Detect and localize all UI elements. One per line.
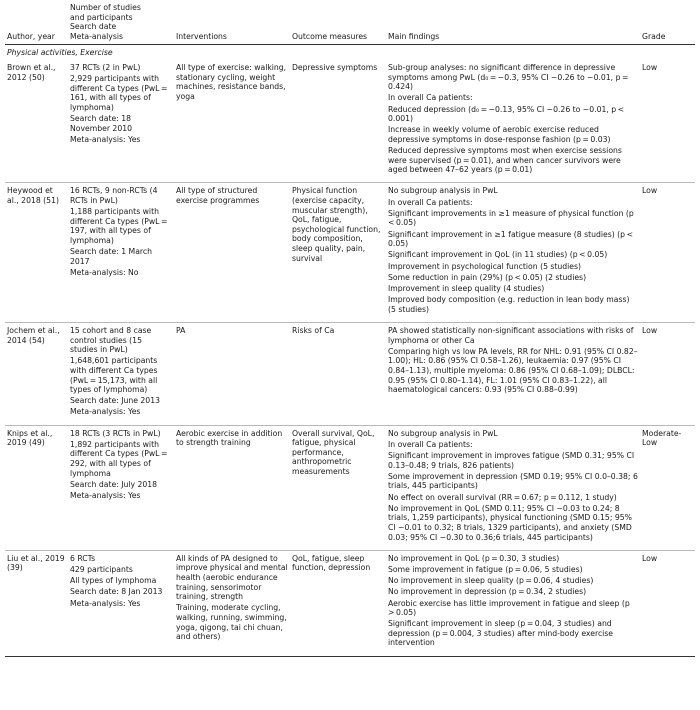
header-author: Author, year [7,31,55,41]
finding-item: Some improvement in depression (SMD 0.19; 95% CI 0.0–0.38; 6 trials, 445 participants) [388,471,638,491]
interventions-cell [174,183,290,322]
studies-line: Search date: 8 Jan 2013 [70,587,163,597]
interventions-cell [174,60,290,183]
studies-cell [68,322,174,425]
studies-line: Meta-analysis: Yes [70,407,141,417]
interventions-cell [174,425,290,550]
finding-item: Reduced depressive symptoms most when exercise sessions were supervised (p = 0.01), and when cancer survivors were aged between 47–62 years (p = 0.01) [388,146,622,175]
header-studies-line: and participants [70,12,133,22]
studies-cell [68,60,174,183]
outcomes-cell: QoL, fatigue, sleep function, depression [292,553,371,573]
studies-line: 18 RCTs (3 RCTs in PwL) [70,428,161,438]
table-row [5,183,695,322]
header-studies-line: Meta-analysis [70,31,123,41]
section-row [5,45,695,60]
studies-line: All types of lymphoma [70,576,157,586]
grade-cell: Low [642,186,658,196]
section-title: Physical activities, Exercise [7,48,113,58]
studies-line: 2,929 participants with different Ca types (PwL = 161, with all types of lymphoma) [70,74,169,112]
author-cell: Jochem et al., 2014 (54) [7,325,60,345]
studies-cell [68,425,174,550]
finding-item: No improvement in QoL (p = 0.30, 3 studies) [388,553,560,563]
table-row [5,322,695,425]
finding-item: Significant improvement in ≥1 fatigue measure (8 studies) (p < 0.05) [388,229,635,249]
finding-item: Sub-group analyses: no significant difference in depressive symptoms among PwL (d₀ = −0.3, 95% CI −0.26 to −0.01, p = 0.424) [388,62,630,92]
studies-line: 6 RCTs [70,553,96,563]
author-cell: Brown et al., 2012 (50) [7,62,56,82]
header-studies [68,3,174,45]
grade-cell: Low [642,553,658,563]
outcomes-cell: Depressive symptoms [292,62,378,72]
studies-line: Search date: June 2013 [70,396,160,406]
findings-cell [386,322,640,425]
finding-item: Increase in weekly volume of aerobic exercise reduced depressive symptoms in dose-response fashion (p = 0.03) [388,125,611,144]
finding-item: Significant improvements in ≥1 measure of physical function (p < 0.05) [388,208,636,228]
finding-item: No subgroup analysis in PwL [388,186,498,196]
findings-cell [386,425,640,550]
studies-line: Meta-analysis: Yes [70,598,141,608]
interventions-cell [174,550,290,656]
finding-item: Improvement in sleep quality (4 studies) [388,283,545,293]
finding-item: Some improvement in fatigue (p = 0.06, 5 studies) [388,564,583,574]
evidence-summary-table [5,3,695,657]
finding-item: No effect on overall survival (RR = 0.67; p = 0.112, 1 study) [388,492,617,502]
finding-item: PA showed statistically non-significant associations with risks of lymphoma or other Ca [388,325,634,345]
grade-cell: Low [642,325,658,335]
finding-item: Significant improvement in QoL (in 11 studies) (p < 0.05) [388,250,608,260]
finding-item: In overall Ca patients: [388,93,473,103]
finding-item: In overall Ca patients: [388,439,473,449]
grade-cell: Low [642,62,658,72]
finding-item: No improvement in depression (p = 0.34, 2 studies) [388,587,587,597]
finding-item: Significant improvement in sleep (p = 0.04, 3 studies) and depression (p = 0.004, 3 studies) after mind-body exercise intervention [388,619,614,648]
table-header-row [5,3,695,45]
header-studies-line: Number of studies [70,3,141,12]
header-outcomes: Outcome measures [292,31,368,41]
table-body [5,45,695,656]
header-interventions: Interventions [176,31,227,41]
studies-line: Search date: 1 March 2017 [70,247,152,266]
header-grade: Grade [642,31,666,41]
outcomes-cell: Risks of Ca [292,325,335,335]
finding-item: Reduced depression (d₀ = −0.13, 95% CI −0.26 to −0.01, p < 0.001) [388,104,626,124]
studies-line: Search date: July 2018 [70,479,158,489]
studies-line: Search date: 18 November 2010 [70,114,132,133]
interventions-line: All kinds of PA designed to improve physical and mental health (aerobic endurance training, sensorimotor training, strength [176,553,288,602]
table-row [5,550,695,656]
outcomes-cell: Overall survival, QoL, fatigue, physical performance, anthropometric measurements [292,428,375,477]
finding-item: Improvement in psychological function (5 studies) [388,261,582,271]
findings-cell [386,60,640,183]
interventions-line: Aerobic exercise in addition to strength training [176,428,283,448]
studies-line: Meta-analysis: No [70,268,139,277]
grade-cell: Moderate-Low [642,428,682,448]
studies-line: Meta-analysis: Yes [70,491,141,500]
finding-item: No improvement in QoL (SMD 0.11; 95% CI −0.03 to 0.24; 8 trials, 1,259 participants), physical functioning (SMD 0.15; 95% CI −0.01 to 0.32; 8 trials, 1329 participants), and anxiety (SMD 0.03; 95% CI −0.30 to 0.36;6 trials, 445 participants) [388,503,632,542]
studies-line: Meta-analysis: Yes [70,134,141,144]
studies-line: 15 cohort and 8 case control studies (15 studies in PwL) [70,325,152,355]
findings-cell [386,183,640,322]
table-row [5,60,695,183]
studies-line: 1,892 participants with different Ca types (PwL = 292, with all types of lymphoma [70,439,169,478]
author-cell: Knips et al., 2019 (49) [7,428,53,448]
finding-item: Aerobic exercise has little improvement in fatigue and sleep (p > 0.05) [388,598,632,618]
interventions-cell [174,322,290,425]
studies-line: 429 participants [70,564,133,574]
studies-cell [68,183,174,322]
findings-cell [386,550,640,656]
studies-line: 16 RCTs, 9 non-RCTs (4 RCTs in PwL) [70,186,158,206]
finding-item: Improved body composition (e.g. reduction in lean body mass) (5 studies) [388,295,630,314]
interventions-line: PA [176,325,186,335]
finding-item: Significant improvement in improves fatigue (SMD 0.31; 95% CI 0.13–0.48; 9 trials, 826 patients) [388,451,635,470]
finding-item: No improvement in sleep quality (p = 0.06, 4 studies) [388,576,594,586]
author-cell: Heywood et al., 2018 (51) [7,186,59,206]
interventions-line: All type of structured exercise programmes [176,186,260,206]
finding-item: No subgroup analysis in PwL [388,428,498,438]
finding-item: Comparing high vs low PA levels, RR for NHL: 0.91 (95% CI 0.82–1.00); HL: 0.86 (95% CI 0.58–1.26), leukaemia: 0.97 (95% CI 0.84–1.13), multiple myeloma: 0.86 (95% CI 0.68–1.09); DLBCL: 0.95 (95% CI 0.80–1.14), FL: 1.01 (95% CI 0.83–1.22), all haematological cancers: 0.93 (95% CI 0.88–0.99) [388,346,638,395]
finding-item: Some reduction in pain (29%) (p < 0.05) (2 studies) [388,272,587,282]
finding-item: In overall Ca patients: [388,197,473,207]
studies-line: 1,188 participants with different Ca types (PwL = 197, with all types of lymphoma) [70,207,169,246]
studies-line: 37 RCTs (2 in PwL) [70,62,141,72]
table-row [5,425,695,550]
interventions-line: All type of exercise: walking, stationary cycling, weight machines, resistance bands, yoga [176,62,287,101]
author-cell: Liu et al., 2019 (39) [7,553,65,573]
studies-line: 1,648,601 participants with different Ca types (PwL = 15,173, with all types of lymphoma) [70,356,158,395]
interventions-line: Training, moderate cycling, walking, running, swimming, yoga, qigong, tai chi chuan, and others) [176,603,287,642]
header-studies-line: Search date [70,22,117,32]
evidence-table-page [5,3,695,657]
header-findings: Main findings [388,31,440,41]
outcomes-cell: Physical function (exercise capacity, muscular strength), QoL, fatigue, psychological function, body composition, sleep quality, pain, survival [292,186,381,263]
studies-cell [68,550,174,656]
